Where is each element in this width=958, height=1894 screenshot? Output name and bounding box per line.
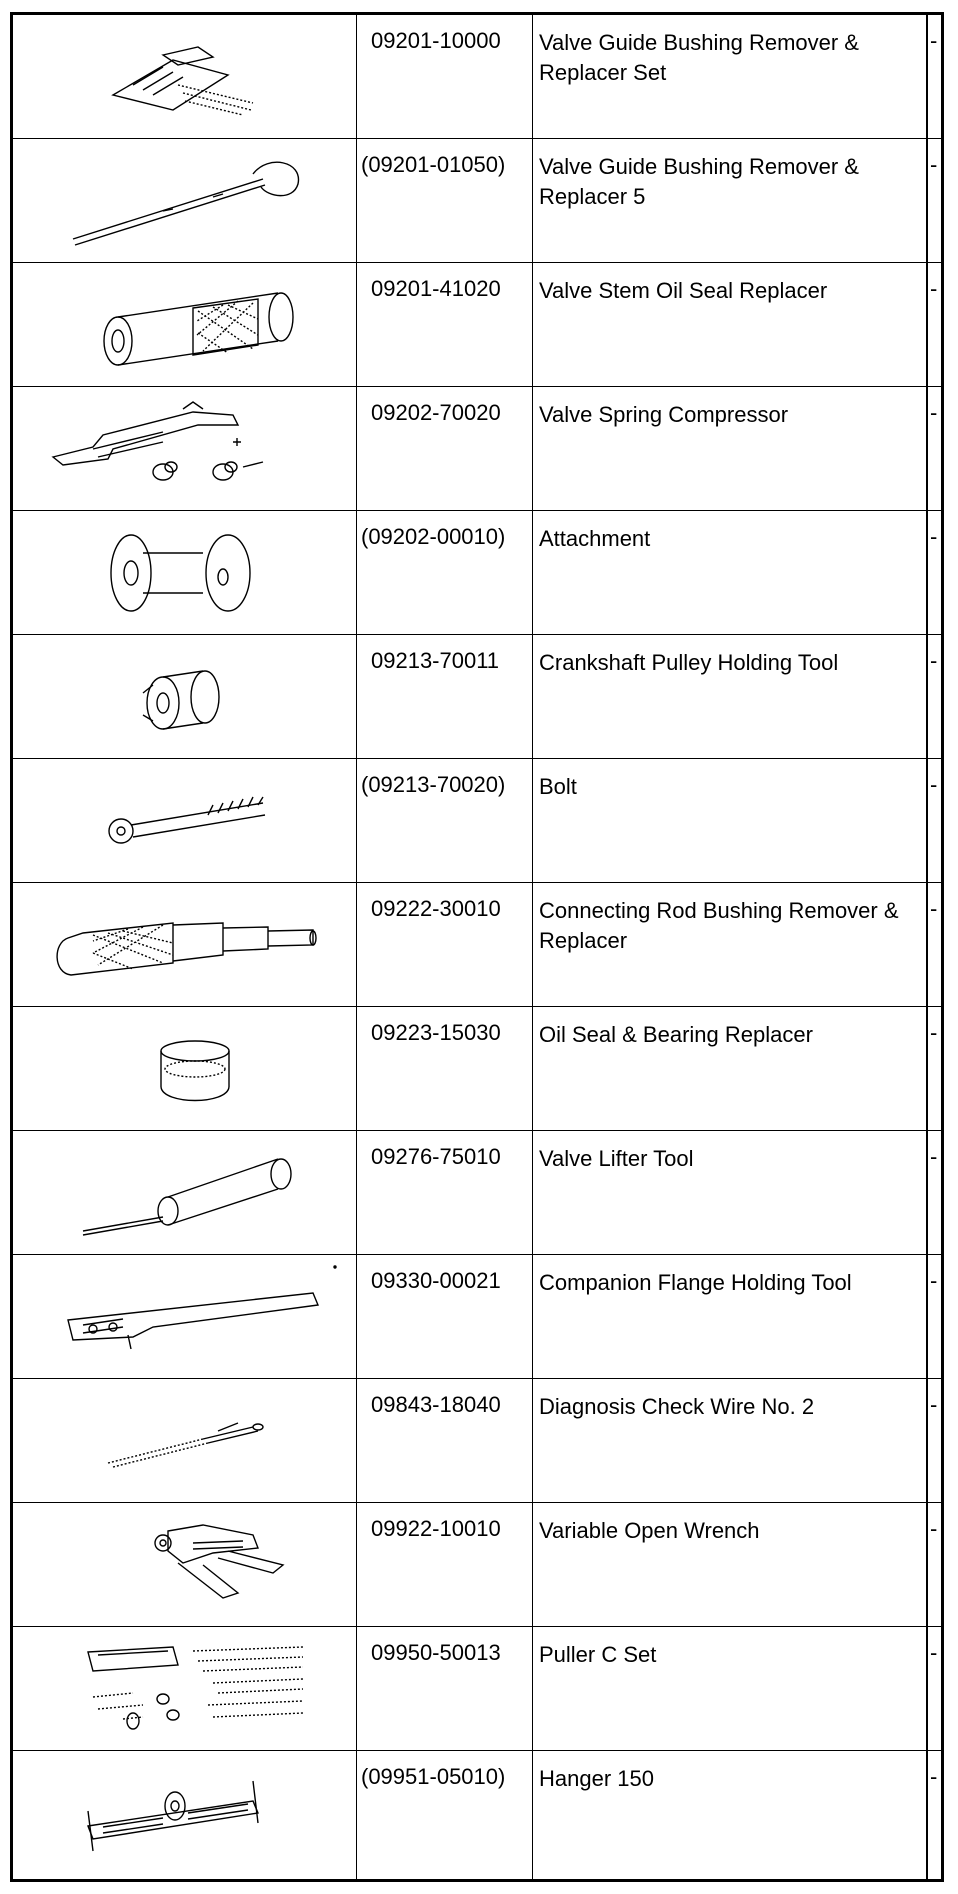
- dash: -: [930, 28, 938, 53]
- pulley-holding-tool-icon: [13, 635, 357, 759]
- table-row: [13, 1751, 941, 1879]
- valve-lifter-icon: [13, 1131, 357, 1255]
- table-row: [13, 263, 941, 387]
- part-number: (09213-70020): [357, 759, 533, 882]
- part-number: 09201-41020: [357, 263, 533, 386]
- image-cell: [13, 759, 357, 882]
- table-row: [13, 1131, 941, 1255]
- image-cell: [13, 1007, 357, 1130]
- dash: -: [930, 400, 938, 425]
- tool-name: Hanger 150: [539, 1766, 654, 1791]
- table-row: [13, 139, 941, 263]
- dash: -: [930, 1764, 938, 1789]
- part-number: 09202-70020: [357, 387, 533, 510]
- valve-guide-set-icon: [13, 15, 357, 139]
- dash: -: [930, 1268, 938, 1293]
- dash: -: [930, 524, 938, 549]
- part-number: 09922-10010: [357, 1503, 533, 1626]
- dash: -: [930, 276, 938, 301]
- hanger-icon: [13, 1751, 357, 1875]
- dash: -: [930, 896, 938, 921]
- attachment-icon: [13, 511, 357, 635]
- part-number: 09843-18040: [357, 1379, 533, 1502]
- rod-bushing-remover-icon: [13, 883, 357, 1007]
- part-number: 09330-00021: [357, 1255, 533, 1378]
- tool-name: Crankshaft Pulley Holding Tool: [539, 650, 839, 675]
- image-cell: [13, 883, 357, 1006]
- tool-name: Connecting Rod Bushing Remover & Replacer: [539, 898, 899, 953]
- image-cell: [13, 635, 357, 758]
- tool-name: Valve Guide Bushing Remover & Replacer 5: [539, 154, 859, 209]
- image-cell: [13, 1379, 357, 1502]
- image-cell: [13, 1627, 357, 1750]
- part-number: 09222-30010: [357, 883, 533, 1006]
- table-row: [13, 759, 941, 883]
- tool-name: Variable Open Wrench: [539, 1518, 760, 1543]
- image-cell: [13, 387, 357, 510]
- oil-seal-replacer-icon: [13, 263, 357, 387]
- dash: -: [930, 1640, 938, 1665]
- image-cell: [13, 1255, 357, 1378]
- part-number: (09202-00010): [357, 511, 533, 634]
- dash: -: [930, 1144, 938, 1169]
- bolt-icon: [13, 759, 357, 883]
- tool-name: Oil Seal & Bearing Replacer: [539, 1022, 813, 1047]
- part-number: 09950-50013: [357, 1627, 533, 1750]
- tool-name: Attachment: [539, 526, 651, 551]
- dash: -: [930, 1392, 938, 1417]
- image-cell: [13, 139, 357, 262]
- puller-set-icon: [13, 1627, 357, 1751]
- tool-name: Valve Stem Oil Seal Replacer: [539, 278, 828, 303]
- tool-table: [10, 12, 944, 1882]
- table-row: [13, 1503, 941, 1627]
- bushing-remover-rod-icon: [13, 139, 357, 263]
- table-row: [13, 387, 941, 511]
- dash: -: [930, 1516, 938, 1541]
- image-cell: [13, 1503, 357, 1626]
- tool-name: Bolt: [539, 774, 577, 799]
- table-row: [13, 511, 941, 635]
- open-wrench-icon: [13, 1503, 357, 1627]
- part-number: 09213-70011: [357, 635, 533, 758]
- dash: -: [930, 1020, 938, 1045]
- table-row: [13, 1007, 941, 1131]
- bearing-replacer-icon: [13, 1007, 357, 1131]
- part-number: 09276-75010: [357, 1131, 533, 1254]
- table-row: [13, 1379, 941, 1503]
- spring-compressor-icon: [13, 387, 357, 511]
- table-row: [13, 15, 941, 139]
- dash: -: [930, 152, 938, 177]
- tool-name: Companion Flange Holding Tool: [539, 1270, 852, 1295]
- table-row: [13, 635, 941, 759]
- tool-name: Valve Guide Bushing Remover & Replacer Set: [539, 30, 859, 85]
- image-cell: [13, 263, 357, 386]
- table-row: [13, 1627, 941, 1751]
- image-cell: [13, 1131, 357, 1254]
- flange-holding-tool-icon: [13, 1255, 357, 1379]
- dash: -: [930, 648, 938, 673]
- image-cell: [13, 15, 357, 138]
- check-wire-icon: [13, 1379, 357, 1503]
- tool-name: Valve Spring Compressor: [539, 402, 789, 427]
- part-number: 09223-15030: [357, 1007, 533, 1130]
- table-row: [13, 883, 941, 1007]
- table-row: [13, 1255, 941, 1379]
- part-number: (09201-01050): [357, 139, 533, 262]
- part-number: (09951-05010): [357, 1751, 533, 1879]
- tool-name: Valve Lifter Tool: [539, 1146, 694, 1171]
- tool-name: Puller C Set: [539, 1642, 657, 1667]
- dash: -: [930, 772, 938, 797]
- part-number: 09201-10000: [357, 15, 533, 138]
- image-cell: [13, 511, 357, 634]
- image-cell: [13, 1751, 357, 1879]
- tool-name: Diagnosis Check Wire No. 2: [539, 1394, 815, 1419]
